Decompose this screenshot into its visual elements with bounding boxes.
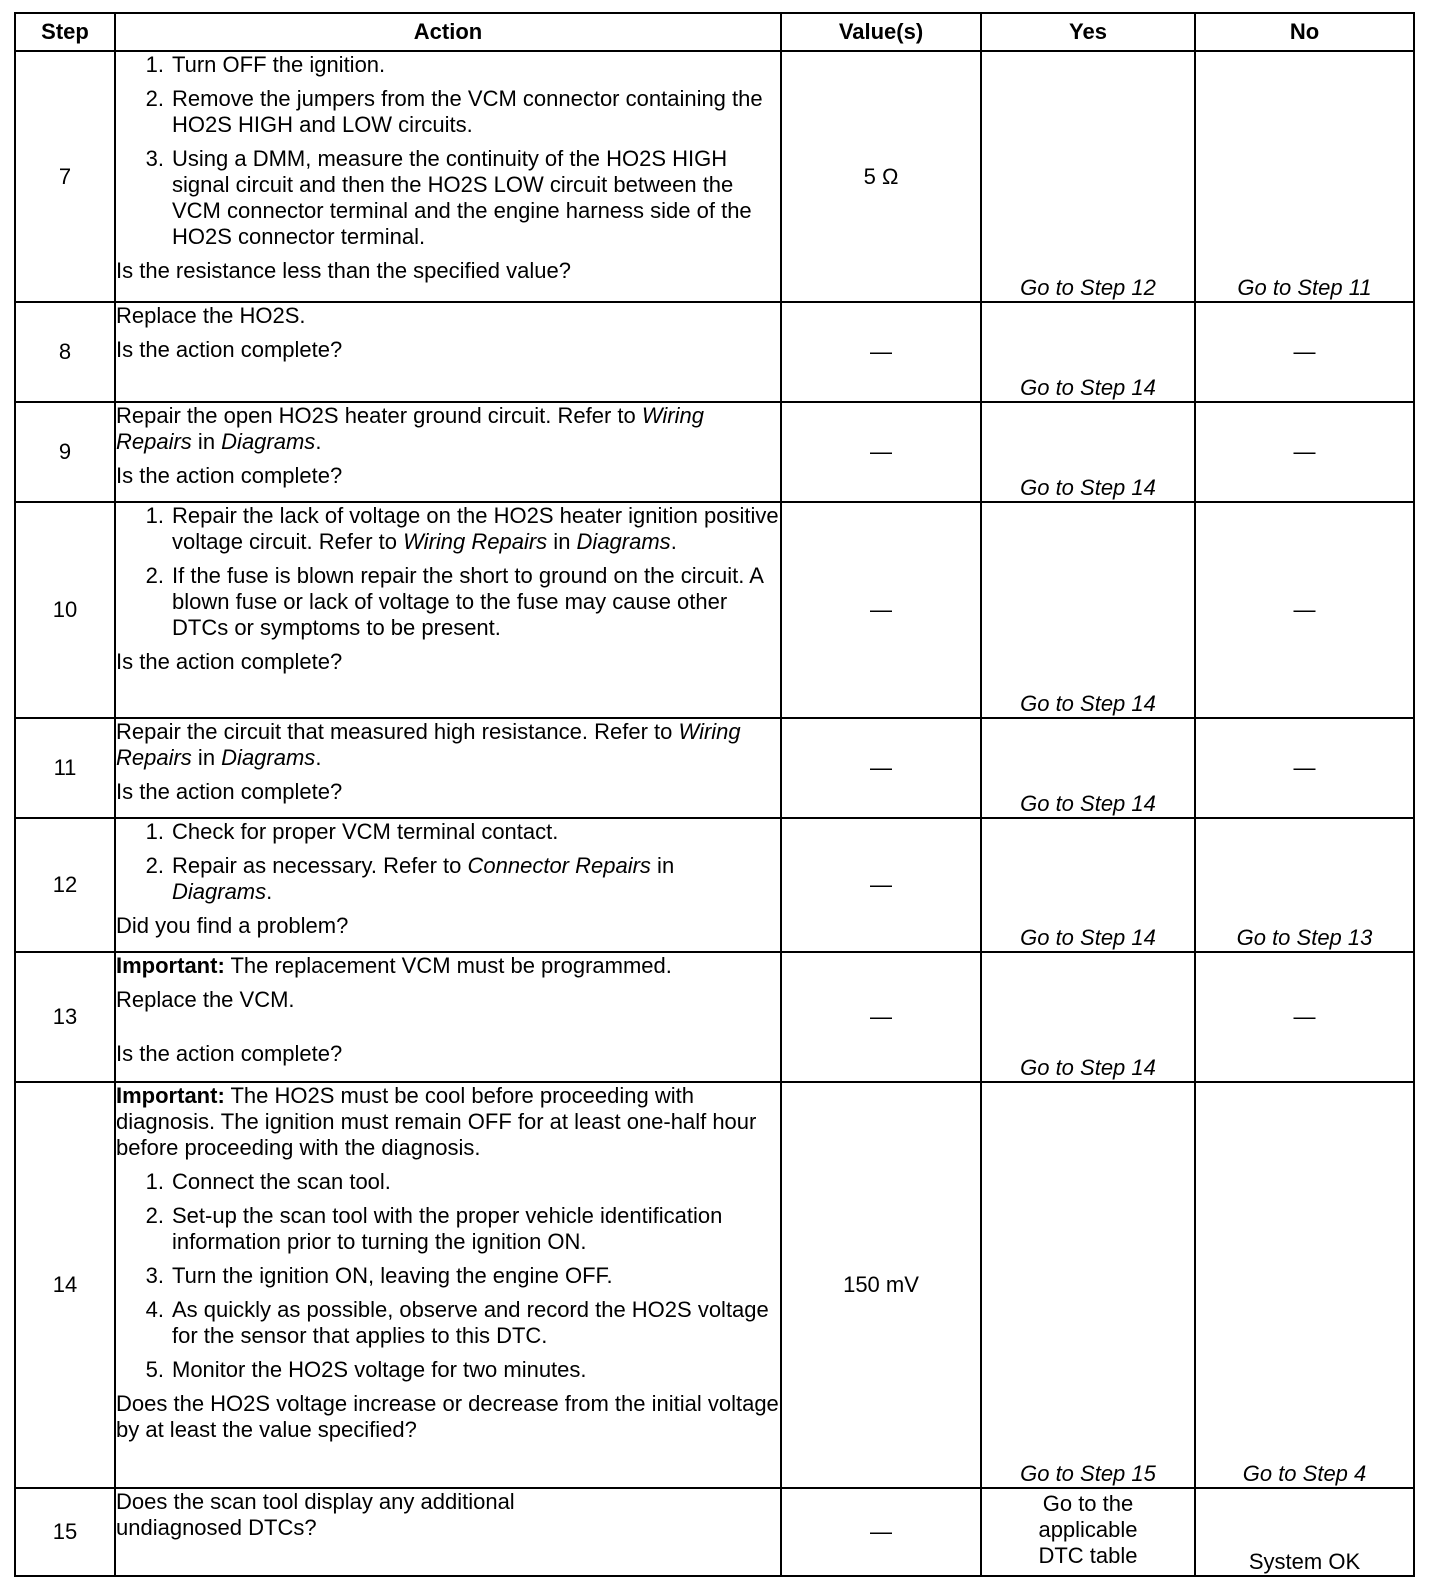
table-row <box>15 502 1414 718</box>
item-number: 2. <box>145 1202 164 1228</box>
yes-cell: Go to Step 14 <box>981 402 1195 502</box>
text-fragment: . <box>315 429 322 455</box>
text-fragment: in <box>650 853 675 879</box>
item-text <box>172 853 780 905</box>
item-text <box>172 503 780 555</box>
item-number: 1. <box>145 819 164 845</box>
important-note <box>116 953 780 979</box>
no-cell: Go to Step 4 <box>1195 1082 1414 1489</box>
no-cell: Go to Step 11 <box>1195 51 1414 302</box>
item-number: 3. <box>145 146 164 171</box>
value-cell: — <box>781 1488 981 1576</box>
action-question: Is the action complete? <box>116 778 343 804</box>
step-number: 15 <box>15 1488 115 1576</box>
action-cell <box>115 952 781 1082</box>
reference-text: Connector Repairs <box>467 853 651 879</box>
yes-cell: Go to Step 12 <box>981 51 1195 302</box>
action-text: Replace the HO2S. <box>116 303 306 329</box>
item-text: If the fuse is blown repair the short to ground on the circuit. A blown fuse or lack of voltage to the fuse may cause other DTCs or symptoms to be present. <box>172 563 763 641</box>
reference-text: Wiring Repairs <box>403 529 548 555</box>
yes-cell: Go to Step 15 <box>981 1082 1195 1489</box>
item-text: Turn the ignition ON, leaving the engine OFF. <box>172 1262 613 1288</box>
no-cell: System OK <box>1195 1488 1414 1576</box>
item-number: 1. <box>145 503 164 529</box>
value-cell: — <box>781 402 981 502</box>
header-action: Action <box>115 13 781 51</box>
step-number: 12 <box>15 818 115 952</box>
yes-cell: Go to Step 14 <box>981 952 1195 1082</box>
table-row <box>15 302 1414 402</box>
table-row <box>15 402 1414 502</box>
important-note <box>116 1083 780 1161</box>
yes-line: applicable <box>1038 1517 1138 1543</box>
action-cell <box>115 1488 781 1576</box>
item-text: Using a DMM, measure the continuity of the HO2S HIGH signal circuit and then the HO2S LOW circuit between the VCM connector terminal and the engine harness side of the HO2S connector terminal. <box>172 146 752 249</box>
item-number: 2. <box>145 86 164 111</box>
important-text: The HO2S must be cool before proceeding with diagnosis. The ignition must remain OFF for at least one-half hour before proceeding with the diagnosis. <box>116 1082 757 1160</box>
list-item <box>116 1297 780 1349</box>
yes-cell: Go to Step 14 <box>981 302 1195 402</box>
no-cell: Go to Step 13 <box>1195 818 1414 952</box>
text-fragment: in <box>547 529 577 555</box>
text-fragment: Repair the open HO2S heater ground circuit. Refer to <box>116 403 642 429</box>
list-item <box>116 853 780 905</box>
action-question: Is the action complete? <box>116 463 343 489</box>
item-number: 1. <box>145 52 164 77</box>
text-fragment: Repair the lack of voltage on the HO2S heater ignition positive voltage circuit. Refer to <box>172 503 779 555</box>
table-row <box>15 51 1414 302</box>
important-label: Important: <box>116 952 225 978</box>
action-cell <box>115 818 781 952</box>
text-fragment: . <box>266 879 273 905</box>
value-cell: — <box>781 952 981 1082</box>
action-question: Is the action complete? <box>116 337 343 363</box>
action-text <box>116 719 780 771</box>
action-cell <box>115 402 781 502</box>
action-question: Does the HO2S voltage increase or decrease from the initial voltage by at least the value specified? <box>116 1390 779 1442</box>
text-fragment: . <box>670 529 677 555</box>
table-row <box>15 1082 1414 1489</box>
item-text: Check for proper VCM terminal contact. <box>172 819 559 845</box>
list-item <box>116 1357 780 1383</box>
list-item <box>116 146 780 250</box>
list-item <box>116 1203 780 1255</box>
list-item <box>116 86 780 138</box>
value-cell: — <box>781 718 981 818</box>
no-cell: — <box>1195 302 1414 402</box>
reference-text: Diagrams <box>221 429 316 455</box>
yes-cell: Go to Step 14 <box>981 818 1195 952</box>
action-cell <box>115 502 781 718</box>
yes-line: Go to the <box>1042 1491 1134 1517</box>
item-text: Set-up the scan tool with the proper vehicle identification information prior to turning the ignition ON. <box>172 1202 723 1254</box>
action-question: Did you find a problem? <box>116 913 349 939</box>
header-values: Value(s) <box>781 13 981 51</box>
item-number: 1. <box>145 1168 164 1194</box>
no-cell: — <box>1195 952 1414 1082</box>
item-number: 2. <box>145 563 164 589</box>
no-cell: — <box>1195 718 1414 818</box>
reference-text: Wiring Repairs <box>116 403 704 455</box>
table-row <box>15 1488 1414 1576</box>
text-fragment: Repair the circuit that measured high resistance. Refer to <box>116 718 679 744</box>
action-question: Is the resistance less than the specified value? <box>116 258 571 283</box>
item-text: Turn OFF the ignition. <box>172 52 386 77</box>
value-cell: 5 Ω <box>781 51 981 302</box>
list-item <box>116 819 780 845</box>
important-text: The replacement VCM must be programmed. <box>224 952 672 978</box>
item-text: Connect the scan tool. <box>172 1168 391 1194</box>
step-number: 14 <box>15 1082 115 1489</box>
item-number: 4. <box>145 1296 164 1322</box>
step-number: 13 <box>15 952 115 1082</box>
header-step: Step <box>15 13 115 51</box>
item-text: As quickly as possible, observe and record the HO2S voltage for the sensor that applies to this DTC. <box>172 1296 769 1348</box>
text-fragment: . <box>315 744 322 770</box>
action-cell <box>115 718 781 818</box>
diagnostic-table <box>14 12 1415 1577</box>
step-number: 7 <box>15 51 115 302</box>
action-cell <box>115 302 781 402</box>
value-cell: — <box>781 302 981 402</box>
action-question: Does the scan tool display any additional undiagnosed DTCs? <box>116 1489 515 1541</box>
list-item <box>116 563 780 641</box>
action-cell <box>115 1082 781 1489</box>
no-cell: — <box>1195 402 1414 502</box>
reference-text: Diagrams <box>172 879 267 905</box>
table-row <box>15 952 1414 1082</box>
value-cell: — <box>781 818 981 952</box>
reference-text: Wiring Repairs <box>116 718 741 770</box>
header-row <box>15 13 1414 51</box>
yes-cell: Go to Step 14 <box>981 502 1195 718</box>
item-text: Remove the jumpers from the VCM connector containing the HO2S HIGH and LOW circuits. <box>172 86 763 137</box>
text-fragment: Repair as necessary. Refer to <box>172 853 468 879</box>
step-number: 11 <box>15 718 115 818</box>
no-cell: — <box>1195 502 1414 718</box>
step-number: 10 <box>15 502 115 718</box>
value-cell: — <box>781 502 981 718</box>
important-label: Important: <box>116 1082 225 1108</box>
action-text: Replace the VCM. <box>116 986 295 1012</box>
value-cell: 150 mV <box>781 1082 981 1489</box>
item-number: 5. <box>145 1356 164 1382</box>
text-fragment: in <box>191 429 222 455</box>
table-row <box>15 718 1414 818</box>
action-text <box>116 403 780 455</box>
action-question: Is the action complete? <box>116 1040 343 1066</box>
yes-cell: Go to Step 14 <box>981 718 1195 818</box>
item-number: 2. <box>145 853 164 879</box>
action-cell <box>115 51 781 302</box>
yes-line: DTC table <box>1038 1543 1138 1569</box>
list-item <box>116 1169 780 1195</box>
item-number: 3. <box>145 1262 164 1288</box>
list-item <box>116 1263 780 1289</box>
action-question: Is the action complete? <box>116 649 343 675</box>
reference-text: Diagrams <box>576 529 671 555</box>
step-number: 9 <box>15 402 115 502</box>
list-item <box>116 503 780 555</box>
yes-cell <box>981 1488 1195 1576</box>
header-no: No <box>1195 13 1414 51</box>
text-fragment: in <box>191 744 222 770</box>
table-row <box>15 818 1414 952</box>
item-text: Monitor the HO2S voltage for two minutes. <box>172 1356 587 1382</box>
step-number: 8 <box>15 302 115 402</box>
header-yes: Yes <box>981 13 1195 51</box>
list-item <box>116 52 780 78</box>
reference-text: Diagrams <box>221 744 316 770</box>
